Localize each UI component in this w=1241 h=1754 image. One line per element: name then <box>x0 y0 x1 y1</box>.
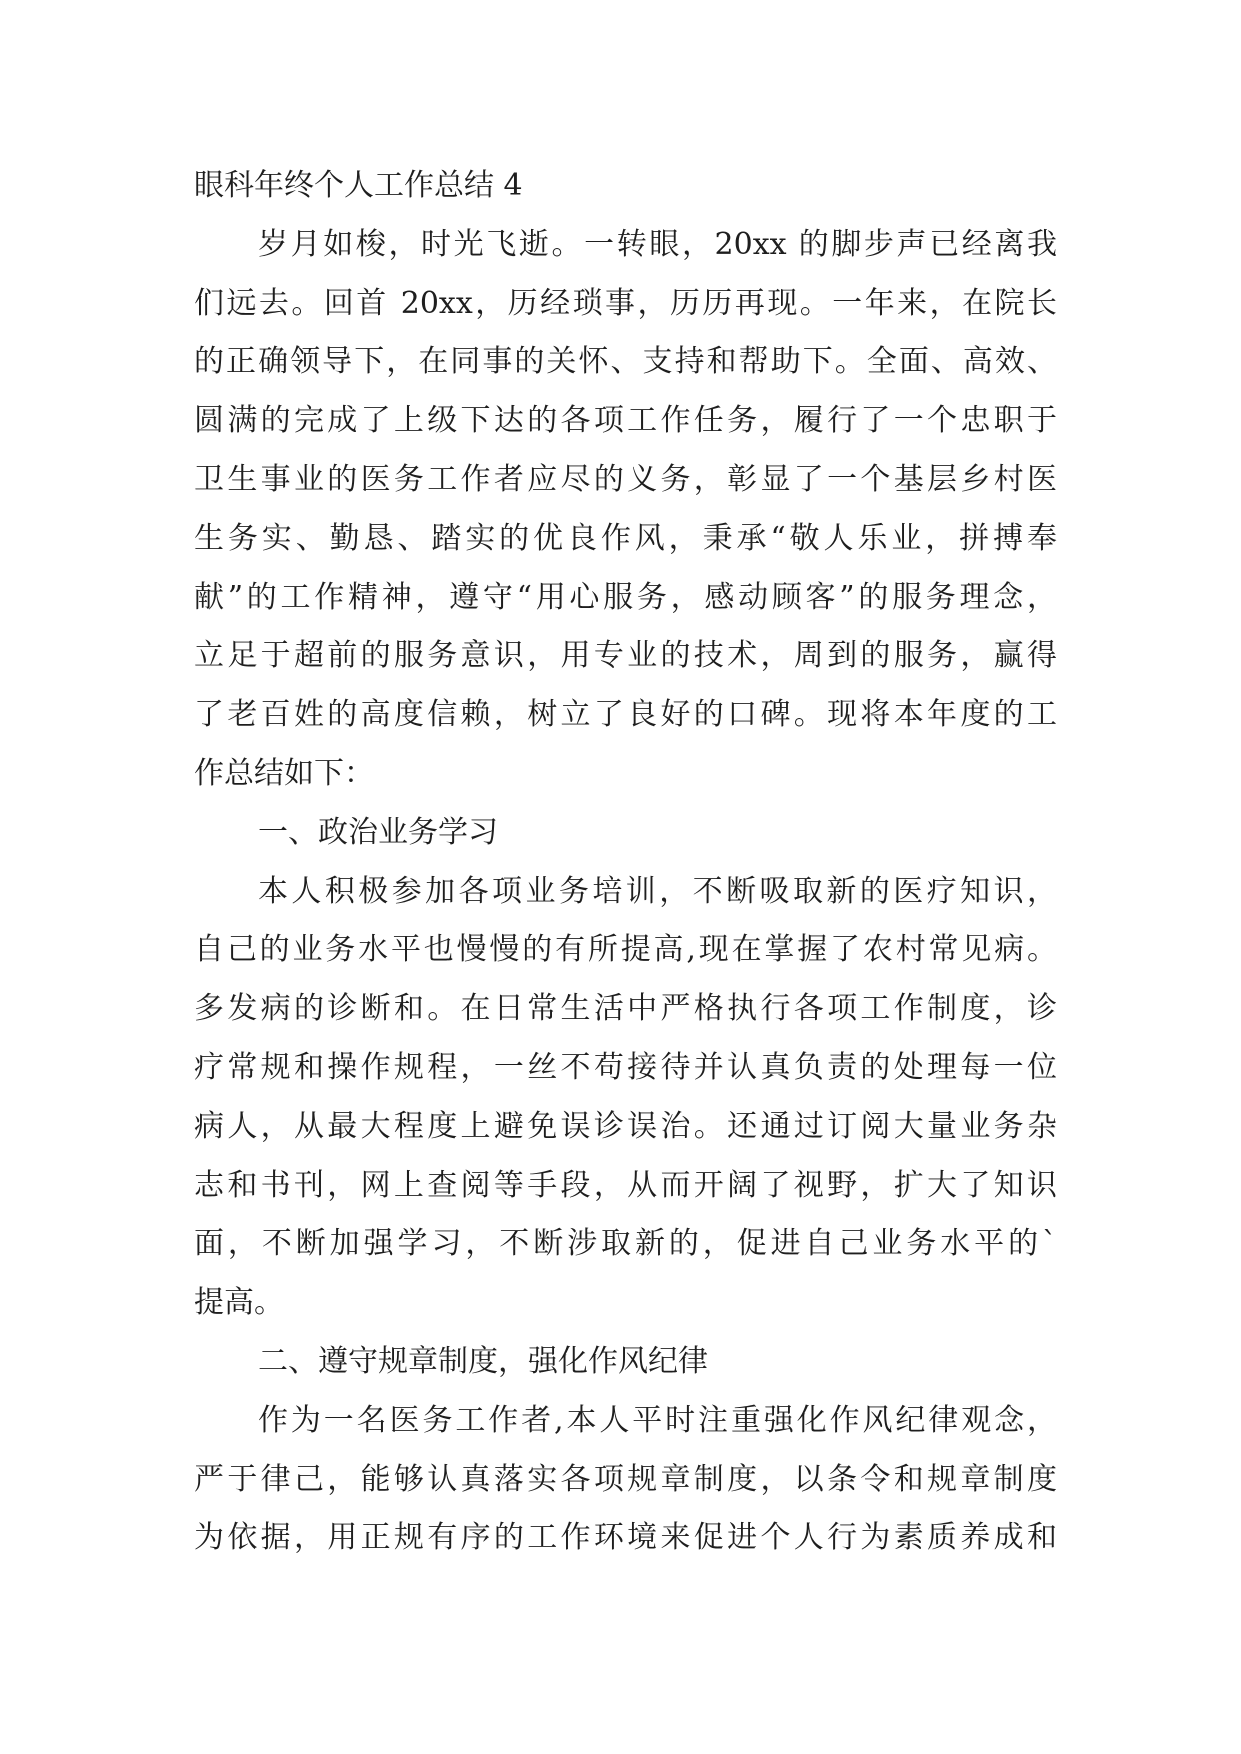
paragraph-line: 献”的工作精神，遵守“用心服务，感动顾客”的服务理念， <box>194 579 1057 615</box>
paragraph-line: 病人，从最大程度上避免误诊误治。还通过订阅大量业务杂 <box>194 1108 1057 1144</box>
section-2-paragraph <box>194 1392 1057 1568</box>
paragraph-line: 面，不断加强学习，不断涉取新的，促进自己业务水平的` <box>194 1226 1057 1262</box>
paragraph-line: 们远去。回首 20xx，历经琐事，历历再现。一年来，在院长 <box>194 285 1057 321</box>
section-1-paragraph <box>194 863 1057 1333</box>
paragraph-line: 提高。 <box>194 1285 284 1321</box>
paragraph-line: 立足于超前的服务意识，用专业的技术，周到的服务，赢得 <box>194 638 1057 674</box>
document-title: 眼科年终个人工作总结 4 <box>194 168 523 203</box>
paragraph-line: 作为一名医务工作者,本人平时注重强化作风纪律观念， <box>258 1402 1057 1438</box>
paragraph-line: 自己的业务水平也慢慢的有所提高,现在掌握了农村常见病。 <box>194 932 1057 968</box>
paragraph-line: 严于律己，能够认真落实各项规章制度，以条令和规章制度 <box>194 1461 1057 1497</box>
paragraph-line: 本人积极参加各项业务培训，不断吸取新的医疗知识， <box>258 873 1057 909</box>
paragraph-line: 志和书刊，网上查阅等手段，从而开阔了视野，扩大了知识 <box>194 1167 1057 1203</box>
paragraph-line: 卫生事业的医务工作者应尽的义务，彰显了一个基层乡村医 <box>194 461 1057 497</box>
section-heading: 一、政治业务学习 <box>258 814 498 850</box>
paragraph-line: 疗常规和操作规程，一丝不苟接待并认真负责的处理每一位 <box>194 1049 1057 1085</box>
intro-paragraph <box>194 216 1057 804</box>
paragraph-line: 为依据，用正规有序的工作环境来促进个人行为素质养成和 <box>194 1520 1057 1556</box>
section-heading: 二、遵守规章制度，强化作风纪律 <box>258 1343 708 1379</box>
paragraph-line: 的正确领导下，在同事的关怀、支持和帮助下。全面、高效、 <box>194 344 1057 380</box>
paragraph-line: 作总结如下： <box>194 755 374 791</box>
paragraph-line: 了老百姓的高度信赖，树立了良好的口碑。现将本年度的工 <box>194 697 1057 733</box>
paragraph-line: 多发病的诊断和。在日常生活中严格执行各项工作制度，诊 <box>194 991 1057 1027</box>
paragraph-line: 岁月如梭，时光飞逝。一转眼，20xx 的脚步声已经离我 <box>258 226 1057 262</box>
paragraph-line: 圆满的完成了上级下达的各项工作任务，履行了一个忠职于 <box>194 403 1057 439</box>
paragraph-line: 生务实、勤恳、踏实的优良作风，秉承“敬人乐业，拼搏奉 <box>194 520 1057 556</box>
